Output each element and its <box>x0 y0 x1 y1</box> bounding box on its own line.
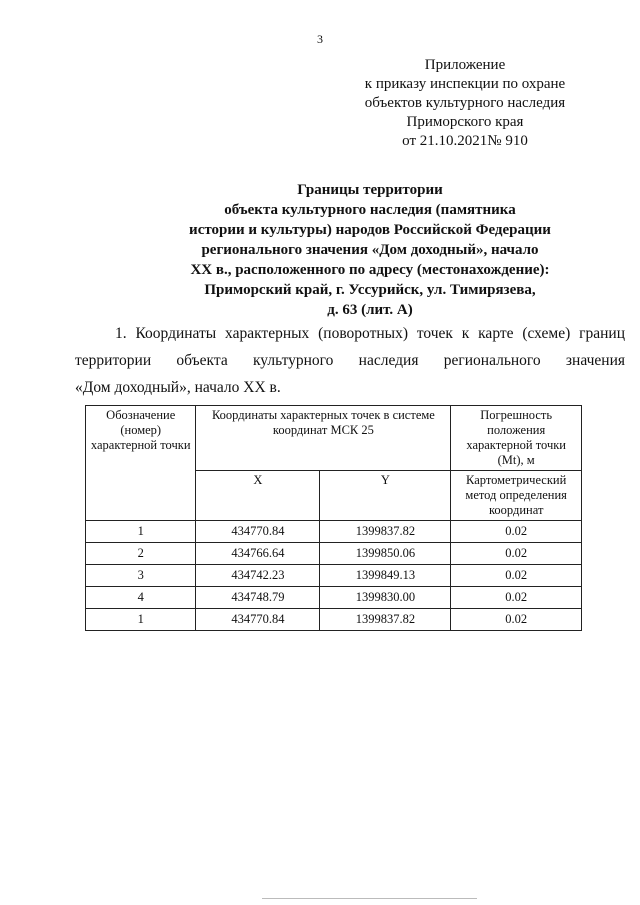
title-line: Границы территории <box>297 182 443 198</box>
appendix-line: к приказу инспекции по охране <box>364 76 566 92</box>
paragraph-line: 1. Координаты характерных (поворотных) точек к карте (схеме) границ <box>115 325 625 342</box>
table-row <box>86 521 582 543</box>
header-x: X <box>196 471 320 521</box>
cell-error: 0.02 <box>451 609 582 631</box>
cell-point: 4 <box>86 587 196 609</box>
table-row <box>86 565 582 587</box>
coordinates-table <box>85 405 582 631</box>
title-line: д. 63 (лит. А) <box>327 302 413 318</box>
cell-point: 1 <box>86 609 196 631</box>
appendix-line: от 21.10.2021№ 910 <box>402 133 528 149</box>
table-row <box>86 587 582 609</box>
table-row <box>86 543 582 565</box>
cell-x: 434766.64 <box>196 543 320 565</box>
cell-y: 1399837.82 <box>320 609 451 631</box>
title-line: XX в., расположенного по адресу (местонахождение): <box>190 262 550 278</box>
cell-error: 0.02 <box>451 521 582 543</box>
title-line: объекта культурного наследия (памятника <box>224 202 516 218</box>
cell-error: 0.02 <box>451 587 582 609</box>
paragraph-line: «Дом доходный», начало XX в. <box>75 379 281 396</box>
appendix-line: Приложение <box>424 57 506 73</box>
cell-y: 1399849.13 <box>320 565 451 587</box>
cell-point: 1 <box>86 521 196 543</box>
header-designation: Обозначение (номер) характерной точки <box>86 406 196 521</box>
cell-y: 1399850.06 <box>320 543 451 565</box>
header-y: Y <box>320 471 451 521</box>
header-error: Погрешность положения характерной точки (Mt), м <box>451 406 582 471</box>
cell-x: 434770.84 <box>196 521 320 543</box>
appendix-line: объектов культурного наследия <box>364 95 566 111</box>
appendix-line: Приморского края <box>406 114 524 130</box>
document-title <box>150 180 590 320</box>
intro-paragraph <box>75 320 625 401</box>
cell-x: 434742.23 <box>196 565 320 587</box>
cell-x: 434748.79 <box>196 587 320 609</box>
page-number: 3 <box>317 32 323 46</box>
table-row <box>86 609 582 631</box>
cell-point: 3 <box>86 565 196 587</box>
header-method: Картометрический метод определения координат <box>451 471 582 521</box>
title-line: Приморский край, г. Уссурийск, ул. Тимирязева, <box>204 282 536 298</box>
scan-edge-mark <box>262 898 477 899</box>
cell-y: 1399830.00 <box>320 587 451 609</box>
cell-point: 2 <box>86 543 196 565</box>
cell-x: 434770.84 <box>196 609 320 631</box>
title-line: истории и культуры) народов Российской Федерации <box>189 222 551 238</box>
cell-error: 0.02 <box>451 543 582 565</box>
cell-y: 1399837.82 <box>320 521 451 543</box>
title-line: регионального значения «Дом доходный», начало <box>201 242 539 258</box>
cell-error: 0.02 <box>451 565 582 587</box>
appendix-header <box>345 56 585 151</box>
paragraph-line: территории объекта культурного наследия регионального значения <box>75 352 625 369</box>
header-coordinates: Координаты характерных точек в системе координат МСК 25 <box>196 406 451 471</box>
